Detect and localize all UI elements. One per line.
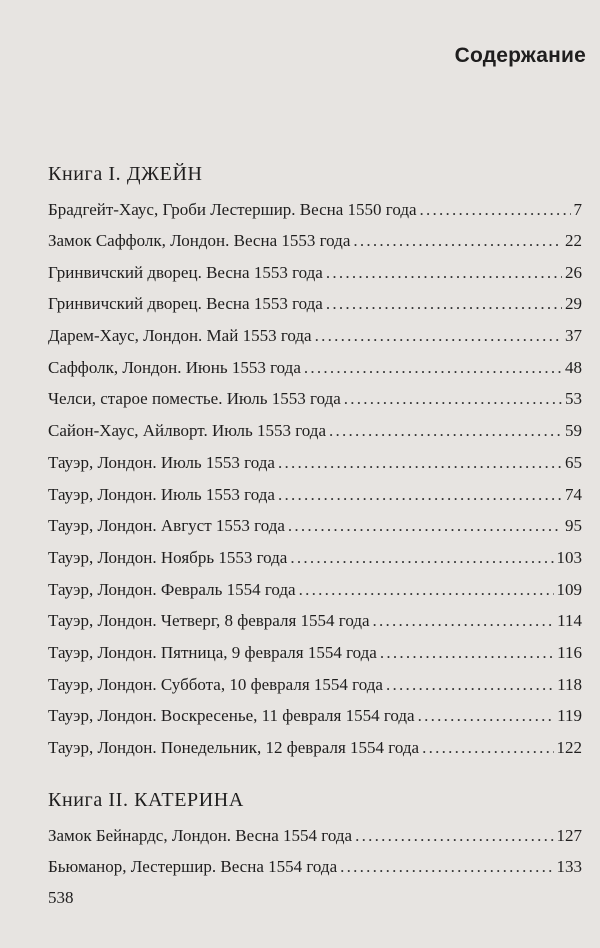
dot-leader (326, 292, 562, 316)
toc-entry-page: 59 (565, 421, 582, 440)
toc-entry (48, 387, 582, 411)
toc-entry (48, 578, 582, 602)
toc-entry-title: Челси, старое поместье. Июль 1553 года (48, 389, 341, 408)
toc-entry (48, 514, 582, 538)
toc-entry-title: Тауэр, Лондон. Четверг, 8 февраля 1554 года (48, 611, 370, 630)
page-number: 538 (48, 888, 74, 907)
toc-entry-title: Тауэр, Лондон. Июль 1553 года (48, 453, 275, 472)
toc-entry (48, 324, 582, 348)
toc-entry-title: Гринвичский дворец. Весна 1553 года (48, 294, 323, 313)
dot-leader (422, 736, 553, 760)
toc-entry (48, 419, 582, 443)
toc-entry (48, 198, 582, 222)
dot-leader (304, 356, 562, 380)
dot-leader (278, 451, 562, 475)
toc-entry-page: 22 (565, 231, 582, 250)
toc-entry-page: 118 (557, 675, 582, 694)
toc-entry (48, 483, 582, 507)
toc-entry (48, 609, 582, 633)
toc-entry-page: 37 (565, 326, 582, 345)
toc-entry-page: 48 (565, 358, 582, 377)
toc-entry (48, 704, 582, 728)
toc-entry-page: 53 (565, 389, 582, 408)
dot-leader (288, 514, 562, 538)
dot-leader (299, 578, 554, 602)
toc-entry-page: 74 (565, 485, 582, 504)
dot-leader (278, 483, 562, 507)
toc-entry-title: Тауэр, Лондон. Август 1553 года (48, 516, 285, 535)
toc-entry-title: Саффолк, Лондон. Июнь 1553 года (48, 358, 301, 377)
toc-entry-title: Тауэр, Лондон. Понедельник, 12 февраля 1554 года (48, 738, 420, 757)
dot-leader (380, 641, 554, 665)
toc-entry-title: Дарем-Хаус, Лондон. Май 1553 года (48, 326, 312, 345)
dot-leader (344, 387, 562, 411)
toc-entry-page: 109 (556, 580, 582, 599)
toc-entry (48, 855, 582, 879)
toc-entry-title: Сайон-Хаус, Айлворт. Июль 1553 года (48, 421, 326, 440)
book-1-title: Книга I. ДЖЕЙН (48, 163, 203, 185)
toc-entry-title: Гринвичский дворец. Весна 1553 года (48, 263, 323, 282)
toc-entry-page: 65 (565, 453, 582, 472)
dot-leader (340, 855, 553, 879)
dot-leader (386, 673, 554, 697)
toc-entry-page: 127 (556, 826, 582, 845)
toc-entry (48, 261, 582, 285)
dot-leader (418, 704, 555, 728)
toc-entry (48, 736, 582, 760)
toc-entry-page: 26 (565, 263, 582, 282)
toc-entry-page: 29 (565, 294, 582, 313)
toc-entry (48, 641, 582, 665)
toc-heading: Содержание (454, 44, 586, 67)
toc-entry-page: 7 (573, 200, 582, 219)
toc-entry (48, 824, 582, 848)
toc-entry (48, 229, 582, 253)
toc-entry-title: Замок Бейнардс, Лондон. Весна 1554 года (48, 826, 353, 845)
toc-entry-page: 122 (556, 738, 582, 757)
toc-entry-title: Бьюманор, Лестершир. Весна 1554 года (48, 857, 338, 876)
toc-entry-title: Брадгейт-Хаус, Гроби Лестершир. Весна 1550 года (48, 200, 417, 219)
toc-entry-page: 119 (557, 706, 582, 725)
toc-entry-title: Тауэр, Лондон. Ноябрь 1553 года (48, 548, 288, 567)
dot-leader (326, 261, 562, 285)
toc-entry-title: Тауэр, Лондон. Июль 1553 года (48, 485, 275, 504)
toc-entry-page: 133 (556, 857, 582, 876)
dot-leader (373, 609, 555, 633)
toc-entry-title: Тауэр, Лондон. Пятница, 9 февраля 1554 года (48, 643, 377, 662)
book-2-title: Книга II. КАТЕРИНА (48, 789, 244, 811)
dot-leader (420, 198, 571, 222)
toc-entry-page: 114 (557, 611, 582, 630)
toc-entry (48, 546, 582, 570)
toc-entry (48, 356, 582, 380)
dot-leader (355, 824, 553, 848)
toc-entry (48, 451, 582, 475)
toc-entry (48, 673, 582, 697)
toc-entry-page: 116 (557, 643, 582, 662)
dot-leader (290, 546, 553, 570)
dot-leader (329, 419, 562, 443)
toc-entry-title: Тауэр, Лондон. Суббота, 10 февраля 1554 года (48, 675, 383, 694)
dot-leader (315, 324, 562, 348)
toc-entry (48, 292, 582, 316)
dot-leader (353, 229, 562, 253)
toc-entry-title: Замок Саффолк, Лондон. Весна 1553 года (48, 231, 351, 250)
toc-entry-page: 103 (556, 548, 582, 567)
toc-entry-page: 95 (565, 516, 582, 535)
toc-entry-title: Тауэр, Лондон. Воскресенье, 11 февраля 1554 года (48, 706, 415, 725)
toc-entry-title: Тауэр, Лондон. Февраль 1554 года (48, 580, 296, 599)
